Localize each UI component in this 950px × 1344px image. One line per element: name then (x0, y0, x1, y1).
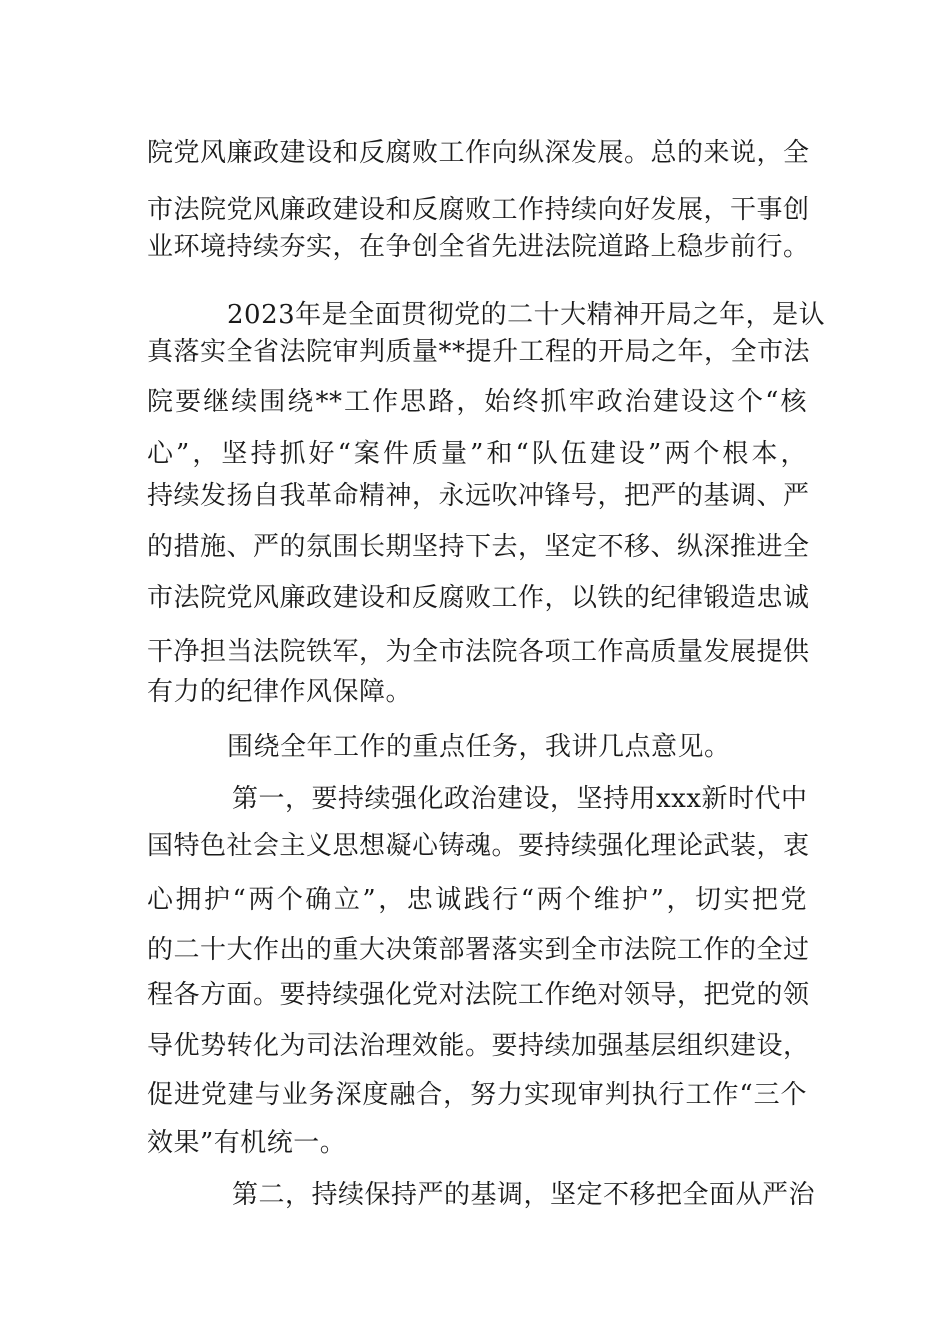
text-line: 院党风廉政建设和反腐败工作向纵深发展。总的来说，全 (147, 138, 810, 168)
text-line: 促进党建与业务深度融合，努力实现审判执行工作“三个 (147, 1080, 807, 1110)
text-line: 持续发扬自我革命精神，永远吹冲锋号，把严的基调、严 (147, 481, 810, 511)
paragraph-first-line: 2023年是全面贯彻党的二十大精神开局之年，是认 (227, 300, 826, 330)
text-line: 心拥护“两个确立”，忠诚践行“两个维护”，切实把党 (147, 885, 807, 915)
text-line: 真落实全省法院审判质量**提升工程的开局之年，全市法 (147, 337, 811, 367)
text-line: 有力的纪律作风保障。 (147, 677, 413, 707)
text-line: 导优势转化为司法治理效能。要持续加强基层组织建设， (147, 1031, 810, 1061)
text-line: 市法院党风廉政建设和反腐败工作，以铁的纪律锻造忠诚 (147, 583, 810, 613)
text-line: 国特色社会主义思想凝心铸魂。要持续强化理论武装，衷 (147, 831, 810, 861)
text-line: 院要继续围绕**工作思路，始终抓牢政治建设这个“核 (147, 387, 807, 417)
paragraph-first-line: 第二，持续保持严的基调，坚定不移把全面从严治 (232, 1180, 816, 1210)
text-line: 干净担当法院铁军，为全市法院各项工作高质量发展提供 (147, 637, 810, 667)
text-line: 市法院党风廉政建设和反腐败工作持续向好发展，干事创 (147, 195, 810, 225)
text-line: 业环境持续夯实，在争创全省先进法院道路上稳步前行。 (147, 232, 810, 262)
text-line: 的二十大作出的重大决策部署落实到全市法院工作的全过 (147, 935, 810, 965)
paragraph-first-line: 第一，要持续强化政治建设，坚持用xxx新时代中 (232, 784, 808, 814)
text-line: 的措施、严的氛围长期坚持下去，坚定不移、纵深推进全 (147, 532, 810, 562)
paragraph-first-line: 围绕全年工作的重点任务，我讲几点意见。 (227, 732, 731, 762)
text-line: 心”，坚持抓好“案件质量”和“队伍建设”两个根本， (147, 439, 807, 469)
text-line: 效果”有机统一。 (147, 1128, 347, 1158)
text-line: 程各方面。要持续强化党对法院工作绝对领导，把党的领 (147, 980, 810, 1010)
